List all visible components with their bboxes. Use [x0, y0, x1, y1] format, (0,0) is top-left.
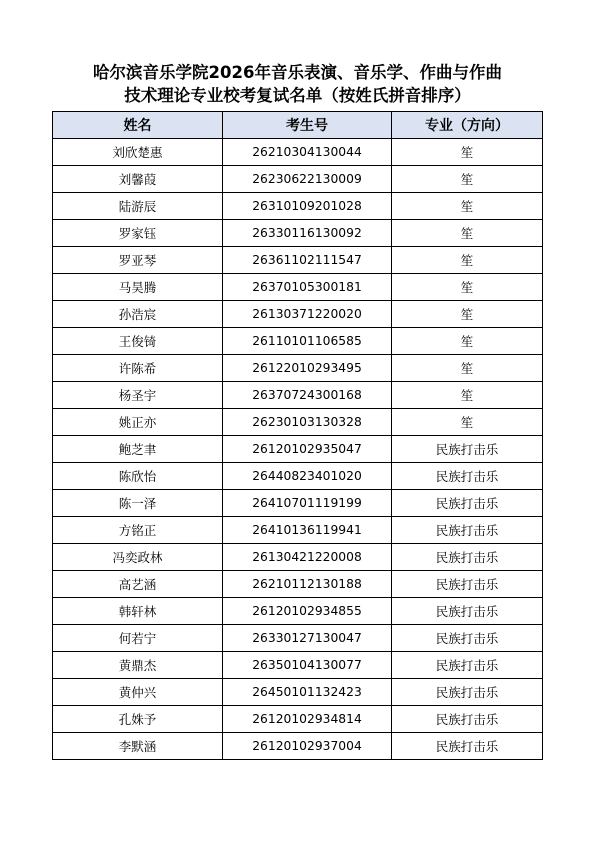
cell-major: 笙 [392, 139, 543, 166]
cell-exam-id: 26230622130009 [223, 166, 392, 193]
cell-name: 高艺涵 [53, 571, 223, 598]
cell-major: 民族打击乐 [392, 733, 543, 760]
cell-major: 民族打击乐 [392, 706, 543, 733]
cell-major: 民族打击乐 [392, 652, 543, 679]
table-header-row [53, 112, 543, 139]
table-row [53, 517, 543, 544]
table-row [53, 652, 543, 679]
cell-name: 黄鼎杰 [53, 652, 223, 679]
cell-exam-id: 26110101106585 [223, 328, 392, 355]
cell-name: 姚正亦 [53, 409, 223, 436]
cell-exam-id: 26410136119941 [223, 517, 392, 544]
table-row [53, 328, 543, 355]
cell-name: 马昊腾 [53, 274, 223, 301]
cell-exam-id: 26122010293495 [223, 355, 392, 382]
table-row [53, 490, 543, 517]
cell-major: 民族打击乐 [392, 571, 543, 598]
cell-name: 陈一泽 [53, 490, 223, 517]
cell-exam-id: 26210112130188 [223, 571, 392, 598]
cell-major: 民族打击乐 [392, 625, 543, 652]
cell-exam-id: 26330116130092 [223, 220, 392, 247]
cell-exam-id: 26120102934814 [223, 706, 392, 733]
cell-exam-id: 26370105300181 [223, 274, 392, 301]
table-row [53, 436, 543, 463]
table-row [53, 301, 543, 328]
cell-major: 笙 [392, 409, 543, 436]
cell-exam-id: 26210304130044 [223, 139, 392, 166]
column-header-name: 姓名 [53, 112, 223, 139]
cell-name: 鲍芝聿 [53, 436, 223, 463]
table-row [53, 355, 543, 382]
cell-major: 笙 [392, 193, 543, 220]
cell-exam-id: 26361102111547 [223, 247, 392, 274]
table-row [53, 544, 543, 571]
table-row [53, 247, 543, 274]
cell-name: 李默涵 [53, 733, 223, 760]
cell-major: 笙 [392, 220, 543, 247]
cell-major: 民族打击乐 [392, 490, 543, 517]
column-header-major: 专业（方向） [392, 112, 543, 139]
cell-name: 刘欣楚惠 [53, 139, 223, 166]
cell-name: 陆游辰 [53, 193, 223, 220]
cell-name: 何若宁 [53, 625, 223, 652]
table-row [53, 571, 543, 598]
cell-exam-id: 26350104130077 [223, 652, 392, 679]
cell-name: 孙浩宸 [53, 301, 223, 328]
cell-name: 黄仲兴 [53, 679, 223, 706]
cell-name: 罗亚琴 [53, 247, 223, 274]
cell-name: 方铭正 [53, 517, 223, 544]
cell-major: 笙 [392, 274, 543, 301]
cell-major: 笙 [392, 328, 543, 355]
cell-major: 笙 [392, 355, 543, 382]
table-row [53, 193, 543, 220]
column-header-id: 考生号 [223, 112, 392, 139]
cell-major: 民族打击乐 [392, 679, 543, 706]
table-row [53, 166, 543, 193]
table-row [53, 382, 543, 409]
cell-exam-id: 26440823401020 [223, 463, 392, 490]
cell-name: 韩轩林 [53, 598, 223, 625]
cell-exam-id: 26130421220008 [223, 544, 392, 571]
cell-exam-id: 26120102937004 [223, 733, 392, 760]
cell-major: 笙 [392, 301, 543, 328]
cell-exam-id: 26330127130047 [223, 625, 392, 652]
table-row [53, 220, 543, 247]
table-row [53, 679, 543, 706]
cell-name: 罗家钰 [53, 220, 223, 247]
cell-name: 许陈希 [53, 355, 223, 382]
cell-exam-id: 26230103130328 [223, 409, 392, 436]
candidate-table [52, 111, 543, 760]
cell-major: 民族打击乐 [392, 436, 543, 463]
cell-name: 孔姝予 [53, 706, 223, 733]
cell-exam-id: 26120102934855 [223, 598, 392, 625]
document-title-line-2: 技术理论专业校考复试名单（按姓氏拼音排序） [124, 86, 471, 105]
cell-major: 笙 [392, 382, 543, 409]
cell-exam-id: 26310109201028 [223, 193, 392, 220]
cell-major: 民族打击乐 [392, 544, 543, 571]
cell-name: 冯奕政林 [53, 544, 223, 571]
cell-exam-id: 26370724300168 [223, 382, 392, 409]
table-row [53, 733, 543, 760]
cell-exam-id: 26410701119199 [223, 490, 392, 517]
table-row [53, 706, 543, 733]
table-row [53, 598, 543, 625]
table-row [53, 274, 543, 301]
cell-major: 民族打击乐 [392, 598, 543, 625]
cell-major: 笙 [392, 247, 543, 274]
table-row [53, 409, 543, 436]
cell-name: 陈欣怡 [53, 463, 223, 490]
cell-name: 杨圣宇 [53, 382, 223, 409]
cell-exam-id: 26450101132423 [223, 679, 392, 706]
cell-major: 笙 [392, 166, 543, 193]
cell-exam-id: 26120102935047 [223, 436, 392, 463]
cell-name: 王俊锜 [53, 328, 223, 355]
cell-major: 民族打击乐 [392, 463, 543, 490]
table-row [53, 463, 543, 490]
table-row [53, 625, 543, 652]
document-title-line-1: 哈尔滨音乐学院2026年音乐表演、音乐学、作曲与作曲 [93, 63, 502, 82]
cell-exam-id: 26130371220020 [223, 301, 392, 328]
table-row [53, 139, 543, 166]
cell-major: 民族打击乐 [392, 517, 543, 544]
cell-name: 刘馨葭 [53, 166, 223, 193]
